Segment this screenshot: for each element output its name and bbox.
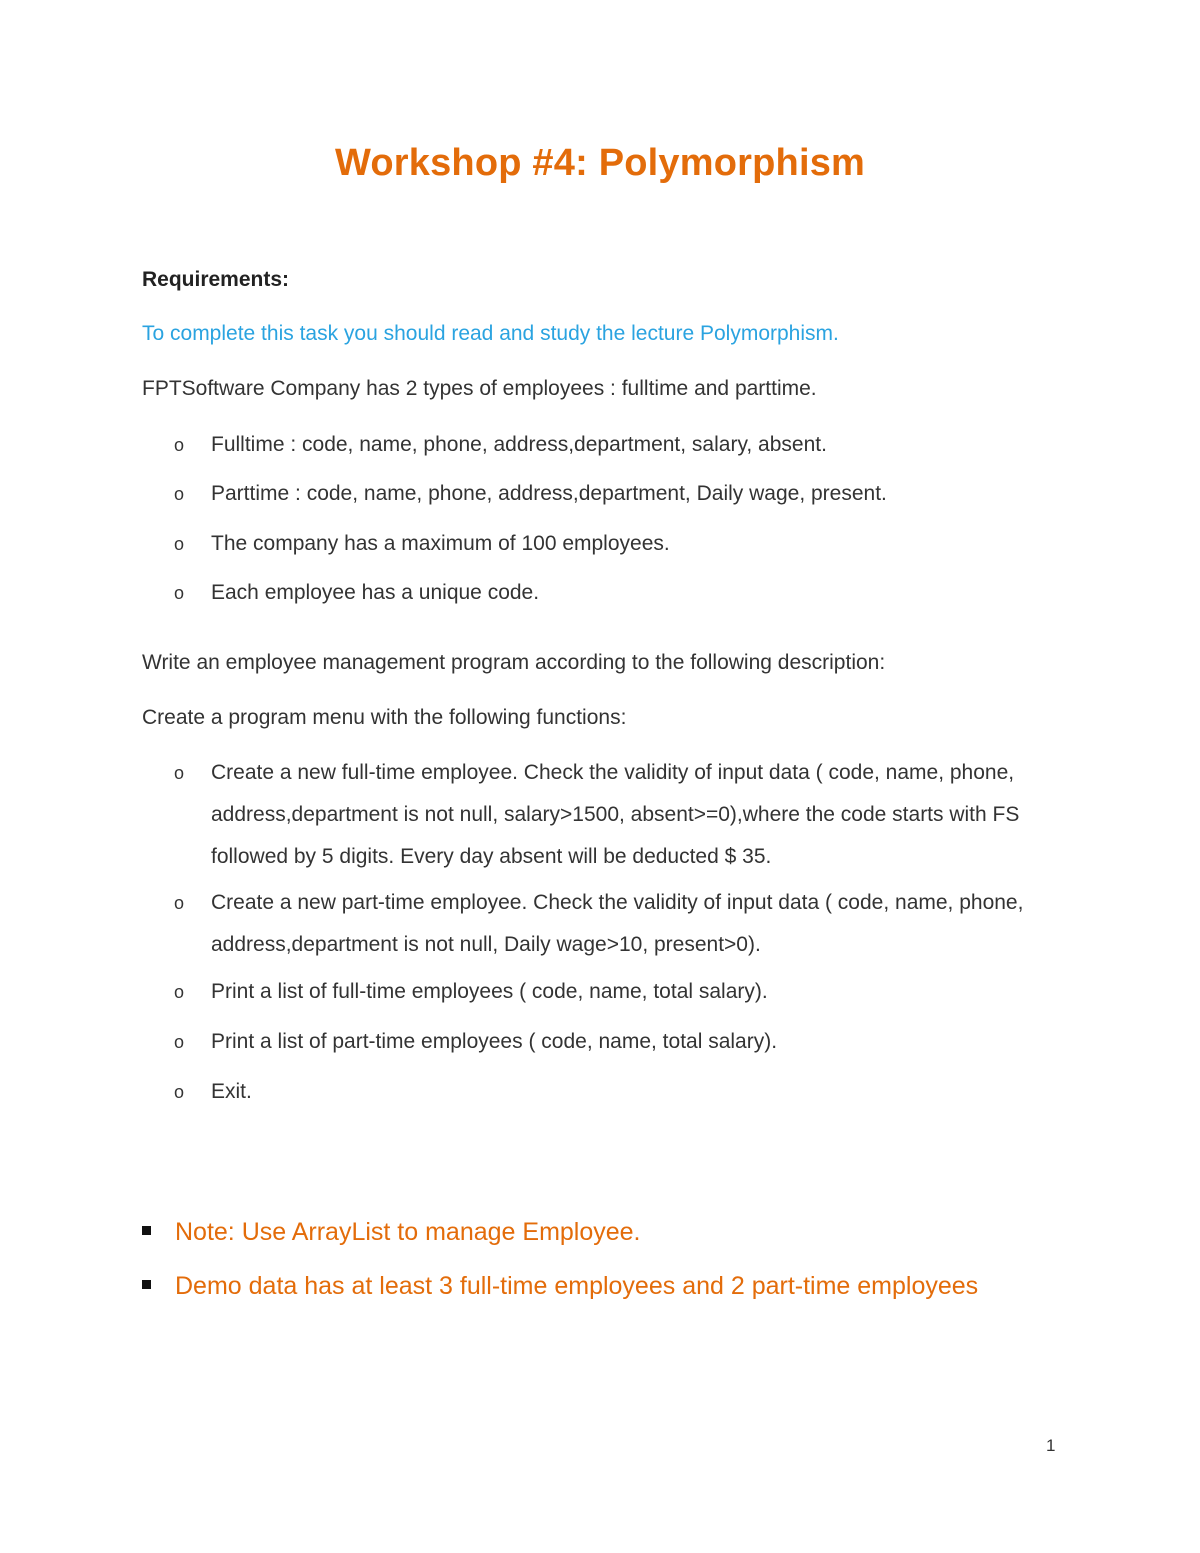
note-text: Demo data has at least 3 full-time employees and 2 part-time employees [175,1272,979,1300]
page-number: 1 [1046,1436,1056,1455]
program-line: Write an employee management program according to the following description: [142,651,886,674]
menu-item-text: Create a new part-time employee. Check the validity of input data ( code, name, phone, address,department is not null, Daily wage>10, present>0). [211,891,1024,956]
page-title: Workshop #4: Polymorphism [334,142,866,184]
menu-item-text: Print a list of part-time employees ( code, name, total salary). [211,1030,778,1053]
bullet-icon: o [174,583,185,603]
company-line: FPTSoftware Company has 2 types of employees : fulltime and parttime. [142,377,817,400]
menu-line: Create a program menu with the following functions: [142,706,627,729]
note-demo-data [142,1272,978,1301]
menu-item-text: Print a list of full-time employees ( code, name, total salary). [211,980,768,1003]
square-bullet-icon [142,1226,151,1235]
bullet-icon: o [174,534,185,554]
note-text: Note: Use ArrayList to manage Employee. [175,1218,641,1246]
bullet-icon: o [174,484,185,504]
list-item-text: The company has a maximum of 100 employees. [211,532,670,555]
list-item-text: Parttime : code, name, phone, address,department, Daily wage, present. [211,482,887,505]
bullet-icon: o [174,1032,185,1052]
list-item-text: Fulltime : code, name, phone, address,department, salary, absent. [211,433,827,456]
bullet-icon: o [174,435,185,455]
bullet-icon: o [174,982,185,1002]
square-bullet-icon [142,1280,151,1289]
bullet-icon: o [174,893,185,913]
menu-item-text: Exit. [211,1080,252,1103]
list-item-text: Each employee has a unique code. [211,581,540,604]
requirements-heading: Requirements: [142,268,290,291]
menu-item-text: Create a new full-time employee. Check the validity of input data ( code, name, phone, address,department is not null, salary>1500, absent>=0),where the code starts with FS followed by 5 digits. Every day absent will be deducted $ 35. [211,761,1020,868]
note-arraylist [142,1218,641,1247]
bullet-icon: o [174,1082,185,1102]
intro-note: To complete this task you should read and study the lecture Polymorphism. [142,322,839,345]
bullet-icon: o [174,763,185,783]
